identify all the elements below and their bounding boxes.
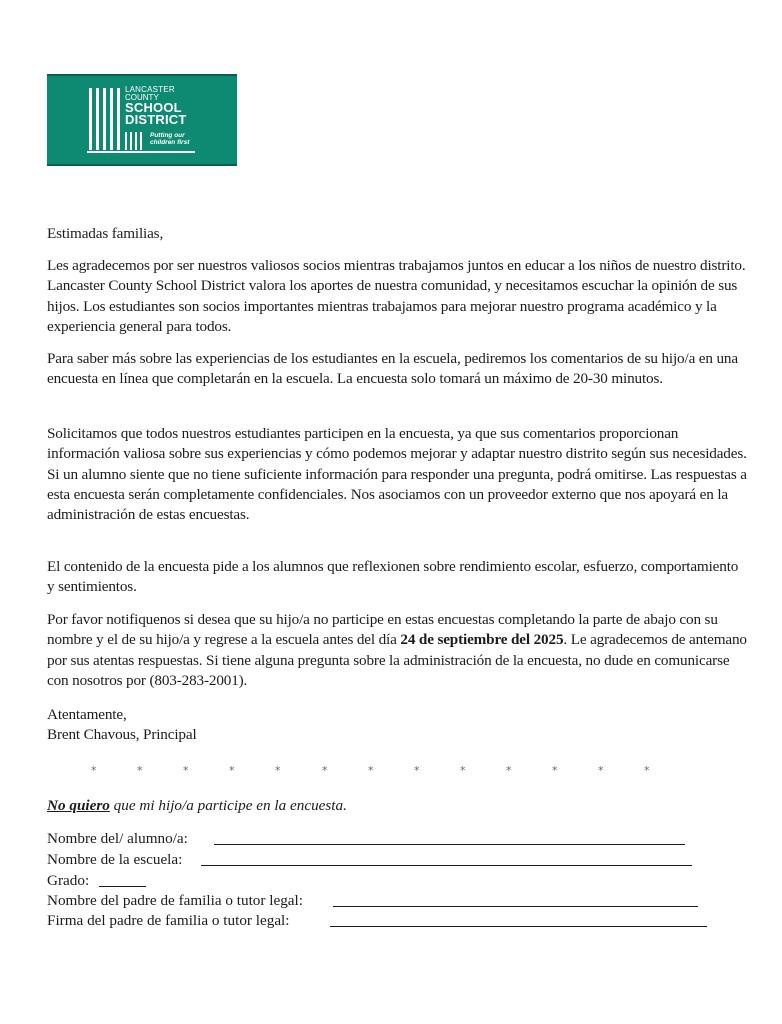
star-icon: *: [137, 764, 143, 777]
star-icon: *: [229, 764, 235, 777]
signature: Brent Chavous, Principal: [47, 726, 197, 743]
parent-signature-field[interactable]: [330, 926, 707, 927]
paragraph-5-outro: . Le agradecemos de antemano por sus atentas respuestas. Si tiene alguna pregunta sobre la administración de la encuesta, no dude en comunicarse con nosotros por (803-283-2001).: [47, 631, 747, 689]
optout-statement: [47, 796, 347, 816]
school-name-label: Nombre de la escuela:: [47, 851, 183, 868]
logo-tagline-1: Putting our: [150, 132, 185, 139]
deadline-date: 24 de septiembre del 2025: [400, 631, 564, 649]
grade-field[interactable]: [99, 886, 146, 887]
logo-wordmark: [125, 86, 187, 126]
star-icon: *: [322, 764, 328, 777]
parent-name-field[interactable]: [333, 906, 698, 907]
parent-signature-label: Firma del padre de familia o tutor legal:: [47, 912, 290, 929]
paragraph-1: Les agradecemos por ser nuestros valiosos socios mientras trabajamos juntos en educar a los niños de nuestro distrito. Lancaster County School District valora los aportes de nuestra comunidad, y necesitamos escuchar la opinión de sus hijos. Los estudiantes son socios importantes mientras trabajamos para mejorar nuestro programa académico y la experiencia general para todos.: [47, 257, 746, 335]
paragraph-5: [47, 610, 747, 691]
student-name-field[interactable]: [214, 844, 685, 845]
district-logo: [47, 74, 237, 166]
paragraph-5-intro: Por favor notifiquenos si desea que su hijo/a no participe en estas encuestas completando la parte de abajo con su nombre y el de su hijo/a y regrese a la escuela antes del día: [47, 611, 718, 649]
star-icon: *: [368, 764, 374, 777]
parent-name-label: Nombre del padre de familia o tutor legal:: [47, 892, 303, 909]
star-icon: *: [644, 764, 650, 777]
student-name-label: Nombre del/ alumno/a:: [47, 830, 188, 847]
grade-label: Grado:: [47, 872, 90, 889]
star-icon: *: [598, 764, 604, 777]
star-icon: *: [414, 764, 420, 777]
optout-emphasis: No quiero: [47, 797, 110, 814]
logo-bars-icon: [89, 88, 119, 150]
optout-text: que mi hijo/a participe en la encuesta.: [109, 797, 347, 814]
paragraph-4: El contenido de la encuesta pide a los alumnos que reflexionen sobre rendimiento escolar, esfuerzo, comportamiento y sentimientos.: [47, 558, 739, 596]
paragraph-3: Solicitamos que todos nuestros estudiantes participen en la encuesta, ya que sus comentarios proporcionan información valiosa sobre sus experiencias y cómo podemos mejorar y adaptar nuestro distrito según sus necesidades. Si un alumno siente que no tiene suficiente información para responder una pregunta, podrá omitirse. Las respuestas a esta encuesta serán completamente confidenciales. Nos asociamos con un proveedor externo que nos apoyará en la administración de estas encuestas.: [47, 425, 747, 524]
logo-line-3: SCHOOL: [125, 100, 182, 115]
logo-line-2: COUNTY: [125, 93, 159, 102]
logo-tagline-2: children first: [150, 139, 190, 146]
star-divider: [0, 764, 782, 780]
star-icon: *: [183, 764, 189, 777]
star-icon: *: [275, 764, 281, 777]
logo-line-4: DISTRICT: [125, 112, 187, 127]
logo-small-bars-icon: [125, 132, 145, 150]
closing: Atentamente,: [47, 706, 127, 723]
school-name-field[interactable]: [201, 865, 692, 866]
star-icon: *: [552, 764, 558, 777]
greeting: Estimadas familias,: [47, 225, 164, 242]
logo-line-1: LANCASTER: [125, 85, 175, 94]
paragraph-2: Para saber más sobre las experiencias de los estudiantes en la escuela, pediremos los comentarios de su hijo/a en una encuesta en línea que completarán en la escuela. La encuesta solo tomará un máximo de 20-30 minutos.: [47, 350, 738, 388]
logo-baseline: [87, 151, 195, 153]
star-icon: *: [506, 764, 512, 777]
star-icon: *: [91, 764, 97, 777]
logo-tagline: [150, 132, 189, 146]
star-icon: *: [460, 764, 466, 777]
